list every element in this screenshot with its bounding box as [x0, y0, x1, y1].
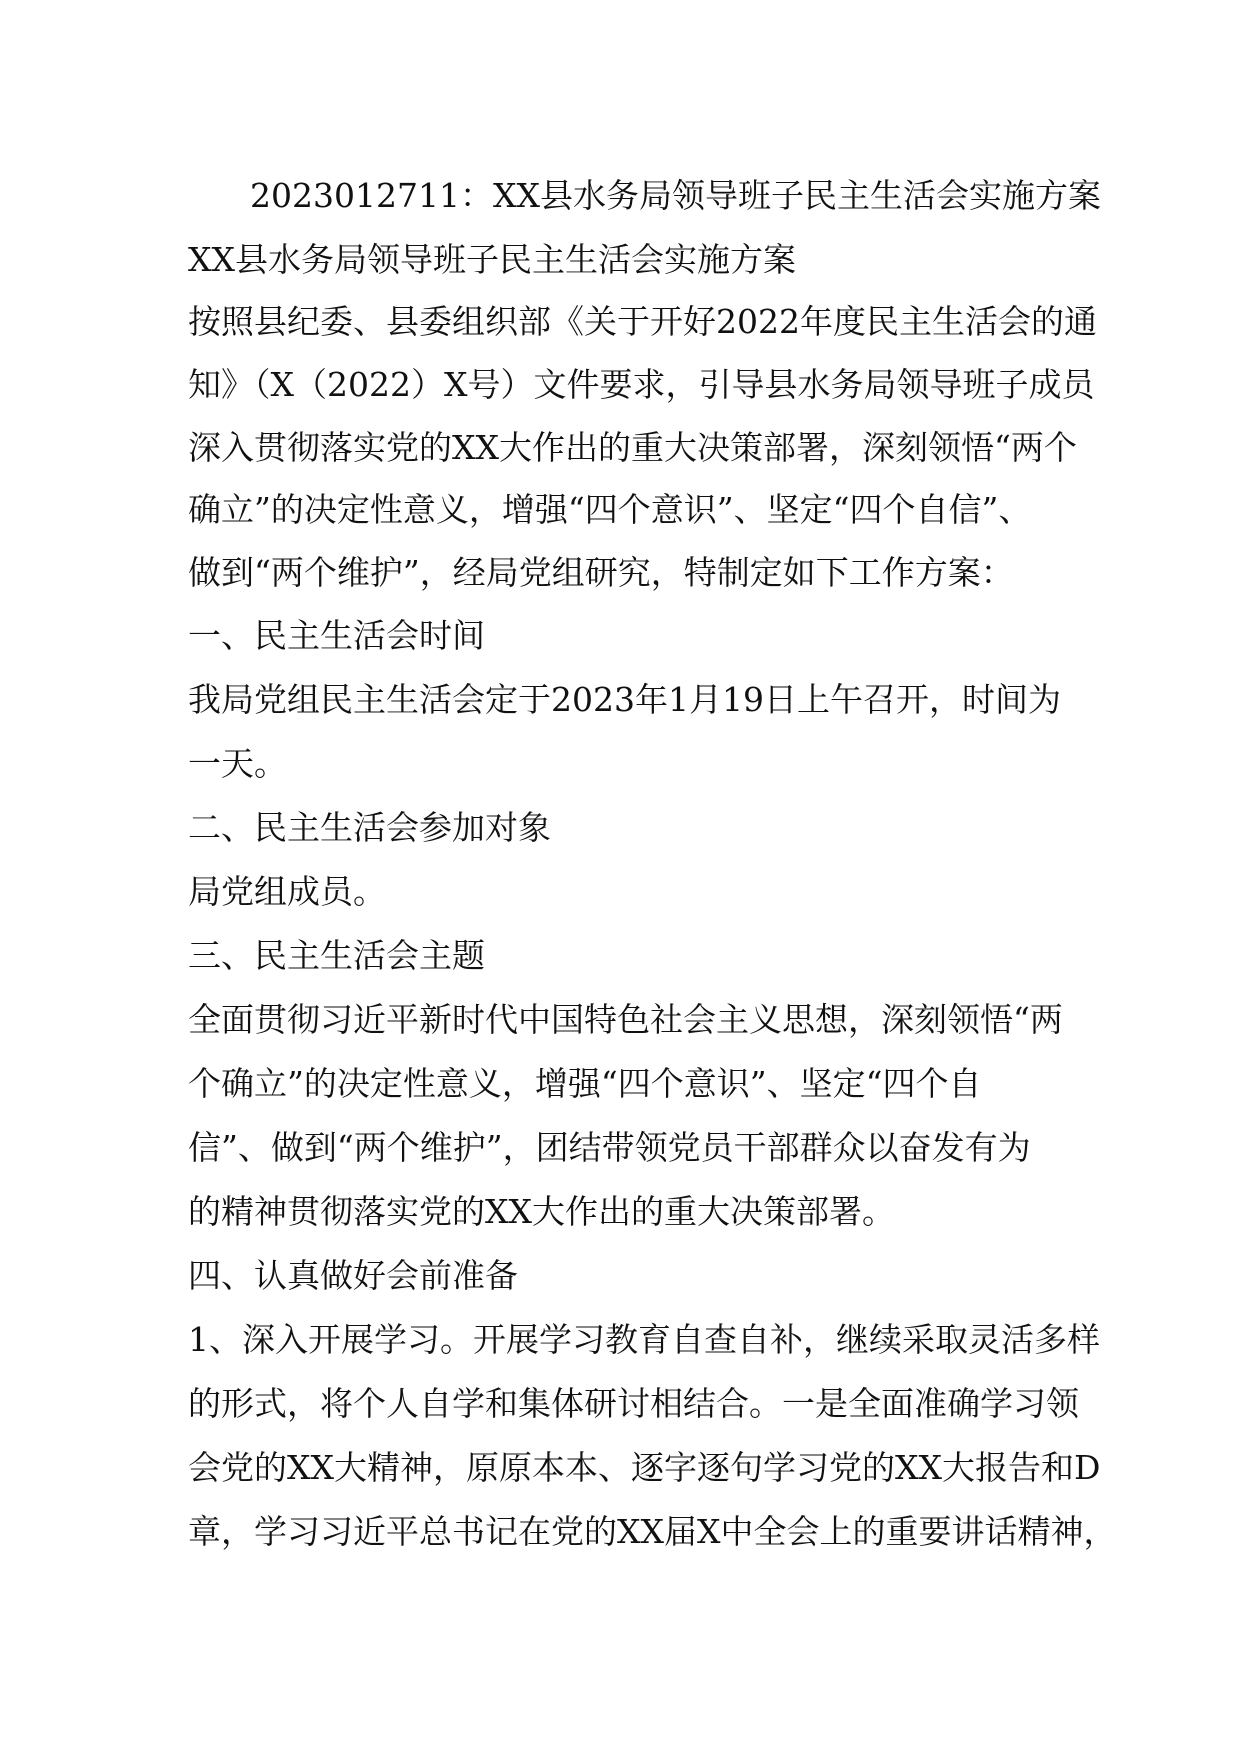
body-line: 信”、做到“两个维护”，团结带领党员干部群众以奋发有为: [188, 1128, 1031, 1167]
section-heading: 一、民主生活会时间: [188, 616, 485, 655]
document-heading: 2023012711：XX县水务局领导班子民主生活会实施方案: [250, 176, 1101, 215]
body-line: 1、深入开展学习。开展学习教育自查自补，继续采取灵活多样: [188, 1320, 1100, 1359]
body-line: 的形式，将个人自学和集体研讨相结合。一是全面准确学习领: [188, 1384, 1079, 1423]
section-heading: 二、民主生活会参加对象: [188, 808, 551, 847]
body-line: 知》（X（2022）X号）文件要求，引导县水务局领导班子成员: [188, 365, 1095, 404]
section-heading: 四、认真做好会前准备: [188, 1256, 518, 1295]
document-subtitle: XX县水务局领导班子民主生活会实施方案: [188, 240, 796, 279]
body-line: 的精神贯彻落实党的XX大作出的重大决策部署。: [188, 1192, 895, 1231]
body-line: 确立”的决定性意义，增强“四个意识”、坚定“四个自信”、: [188, 490, 1032, 529]
body-line: 会党的XX大精神，原原本本、逐字逐句学习党的XX大报告和D: [188, 1448, 1101, 1487]
body-line: 深入贯彻落实党的XX大作出的重大决策部署，深刻领悟“两个: [188, 428, 1077, 467]
body-line: 章，学习习近平总书记在党的XX届X中全会上的重要讲话精神，: [188, 1512, 1117, 1551]
body-line: 局党组成员。: [188, 872, 386, 911]
body-line: 全面贯彻习近平新时代中国特色社会主义思想，深刻领悟“两: [188, 1000, 1063, 1039]
body-line: 一天。: [188, 744, 287, 783]
body-line: 我局党组民主生活会定于2023年1月19日上午召开，时间为: [188, 680, 1061, 719]
section-heading: 三、民主生活会主题: [188, 936, 485, 975]
body-line: 做到“两个维护”，经局党组研究，特制定如下工作方案：: [188, 553, 1014, 592]
body-line: 个确立”的决定性意义，增强“四个意识”、坚定“四个自: [188, 1064, 982, 1103]
body-line: 按照县纪委、县委组织部《关于开好2022年度民主生活会的通: [188, 302, 1097, 341]
